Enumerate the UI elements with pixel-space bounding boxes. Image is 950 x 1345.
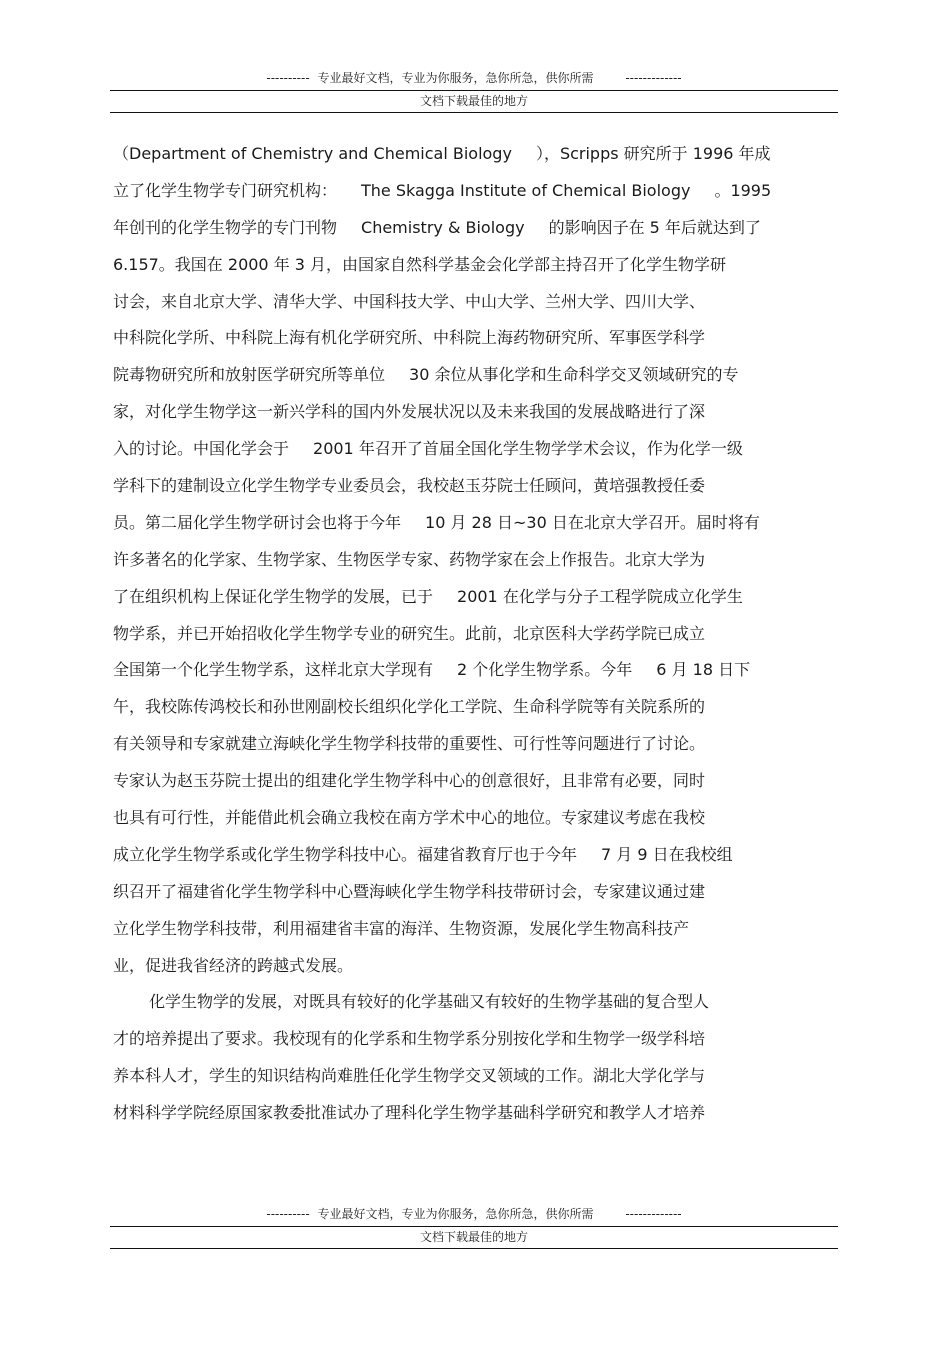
text-segment: 专家认为赵玉芬院士提出的组建化学生物学科中心的创意很好，且非常有必要，同时 <box>113 771 706 791</box>
text-segment: 6 月 18 日下 <box>656 660 751 680</box>
text-segment: 家，对化学生物学这一新兴学科的国内外发展状况以及未来我国的发展战略进行了深 <box>113 402 706 422</box>
text-segment: 织召开了福建省化学生物学科中心暨海峡化学生物学科技带研讨会，专家建议通过建 <box>113 881 706 901</box>
text-line <box>113 1021 835 1058</box>
text-segment: 。1995 <box>714 180 772 200</box>
page-header <box>110 66 838 113</box>
text-segment: 有关领导和专家就建立海峡化学生物学科技带的重要性、可行性等问题进行了讨论。 <box>113 734 706 754</box>
text-segment: 讨会，来自北京大学、清华大学、中国科技大学、中山大学、兰州大学、四川大学、 <box>113 291 706 311</box>
text-segment: 10 月 28 日~30 日在北京大学召开。届时将有 <box>425 512 760 532</box>
text-line <box>113 542 835 579</box>
text-segment: 2001 在化学与分子工程学院成立化学生 <box>457 586 743 606</box>
text-line <box>113 837 835 874</box>
text-segment: 入的讨论。中国化学会于 <box>113 439 290 459</box>
text-line <box>113 874 835 911</box>
text-segment: 了在组织机构上保证化学生物学的发展，已于 <box>113 586 434 606</box>
text-line <box>113 984 835 1021</box>
text-line <box>113 210 835 247</box>
text-segment: 中科院化学所、中科院上海有机化学研究所、中科院上海药物研究所、军事医学科学 <box>113 328 706 348</box>
text-segment: 全国第一个化学生物学系，这样北京大学现有 <box>113 660 434 680</box>
text-line <box>113 247 835 284</box>
text-segment: 立化学生物学科技带，利用福建省丰富的海洋、生物资源，发展化学生物高科技产 <box>113 918 690 938</box>
text-line <box>113 284 835 321</box>
text-segment: 年创刊的化学生物学的专门刊物 <box>113 217 338 237</box>
text-segment: 6.157。我国在 2000 年 3 月，由国家自然科学基金会化学部主持召开了化学生物学研 <box>113 254 727 274</box>
header-dashes-left: ---------- <box>266 71 310 85</box>
text-segment: 30 余位从事化学和生命科学交叉领域研究的专 <box>409 365 739 385</box>
text-segment: （Department of Chemistry and Chemical Biology <box>113 144 512 163</box>
text-line <box>113 579 835 616</box>
footer-banner <box>110 1202 838 1226</box>
header-slogan: 专业最好文档，专业为你服务，急你所急，供你所需 <box>317 71 594 85</box>
header-rule-bottom <box>110 112 838 113</box>
text-segment: 学科下的建制设立化学生物学专业委员会，我校赵玉芬院士任顾问，黄培强教授任委 <box>113 476 706 496</box>
text-line <box>113 136 835 173</box>
text-line <box>113 394 835 431</box>
footer-slogan: 专业最好文档，专业为你服务，急你所急，供你所需 <box>317 1207 594 1221</box>
text-segment: 的影响因子在 5 年后就达到了 <box>548 217 761 237</box>
document-body <box>113 136 835 1132</box>
header-banner <box>110 66 838 90</box>
text-segment: 7 月 9 日在我校组 <box>601 844 733 864</box>
text-line <box>113 616 835 653</box>
header-dashes-right: ------------- <box>625 71 682 85</box>
text-line <box>113 652 835 689</box>
text-segment: 午，我校陈传鸿校长和孙世刚副校长组织化学化工学院、生命科学院等有关院系所的 <box>113 697 706 717</box>
text-line <box>113 1095 835 1132</box>
text-line <box>113 948 835 985</box>
text-line <box>113 320 835 357</box>
text-line <box>113 357 835 394</box>
text-line <box>113 800 835 837</box>
text-segment: 才的培养提出了要求。我校现有的化学系和生物学系分别按化学和生物学一级学科培 <box>113 1029 706 1049</box>
text-segment: 2001 年召开了首届全国化学生物学学术会议，作为化学一级 <box>313 439 743 459</box>
footer-rule-bottom <box>110 1248 838 1249</box>
text-segment: 员。第二届化学生物学研讨会也将于今年 <box>113 512 402 532</box>
footer-dashes-right: ------------- <box>625 1207 682 1221</box>
text-segment: Chemistry & Biology <box>361 217 525 237</box>
text-line <box>113 689 835 726</box>
text-line <box>113 505 835 542</box>
footer-dashes-left: ---------- <box>266 1207 310 1221</box>
footer-subtitle: 文档下载最佳的地方 <box>419 1230 528 1244</box>
text-segment: 材料科学学院经原国家教委批准试办了理科化学生物学基础科学研究和教学人才培养 <box>113 1103 706 1123</box>
text-line <box>113 1058 835 1095</box>
text-line <box>113 173 835 210</box>
text-line <box>113 468 835 505</box>
text-segment: 也具有可行性，并能借此机会确立我校在南方学术中心的地位。专家建议考虑在我校 <box>113 808 706 828</box>
text-segment: The Skagga Institute of Chemical Biology <box>361 180 691 200</box>
text-segment: 2 个化学生物学系。今年 <box>457 660 633 680</box>
header-subtitle: 文档下载最佳的地方 <box>419 94 528 108</box>
text-segment: 养本科人才，学生的知识结构尚难胜任化学生物学交叉领域的工作。湖北大学化学与 <box>113 1066 706 1086</box>
text-line <box>113 431 835 468</box>
text-line <box>113 726 835 763</box>
text-segment: 立了化学生物学专门研究机构： <box>113 180 338 200</box>
text-segment: 许多著名的化学家、生物学家、生物医学专家、药物学家在会上作报告。北京大学为 <box>113 549 706 569</box>
text-segment: 院毒物研究所和放射医学研究所等单位 <box>113 365 386 385</box>
text-line <box>113 911 835 948</box>
text-line <box>113 763 835 800</box>
text-segment: 成立化学生物学系或化学生物学科技中心。福建省教育厅也于今年 <box>113 844 578 864</box>
text-segment: 物学系，并已开始招收化学生物学专业的研究生。此前，北京医科大学药学院已成立 <box>113 623 706 643</box>
text-segment: 业，促进我省经济的跨越式发展。 <box>113 955 354 975</box>
text-segment: 化学生物学的发展，对既具有较好的化学基础又有较好的生物学基础的复合型人 <box>149 992 710 1012</box>
page-footer <box>110 1202 838 1249</box>
text-segment: ），Scripps 研究所于 1996 年成 <box>535 144 771 163</box>
